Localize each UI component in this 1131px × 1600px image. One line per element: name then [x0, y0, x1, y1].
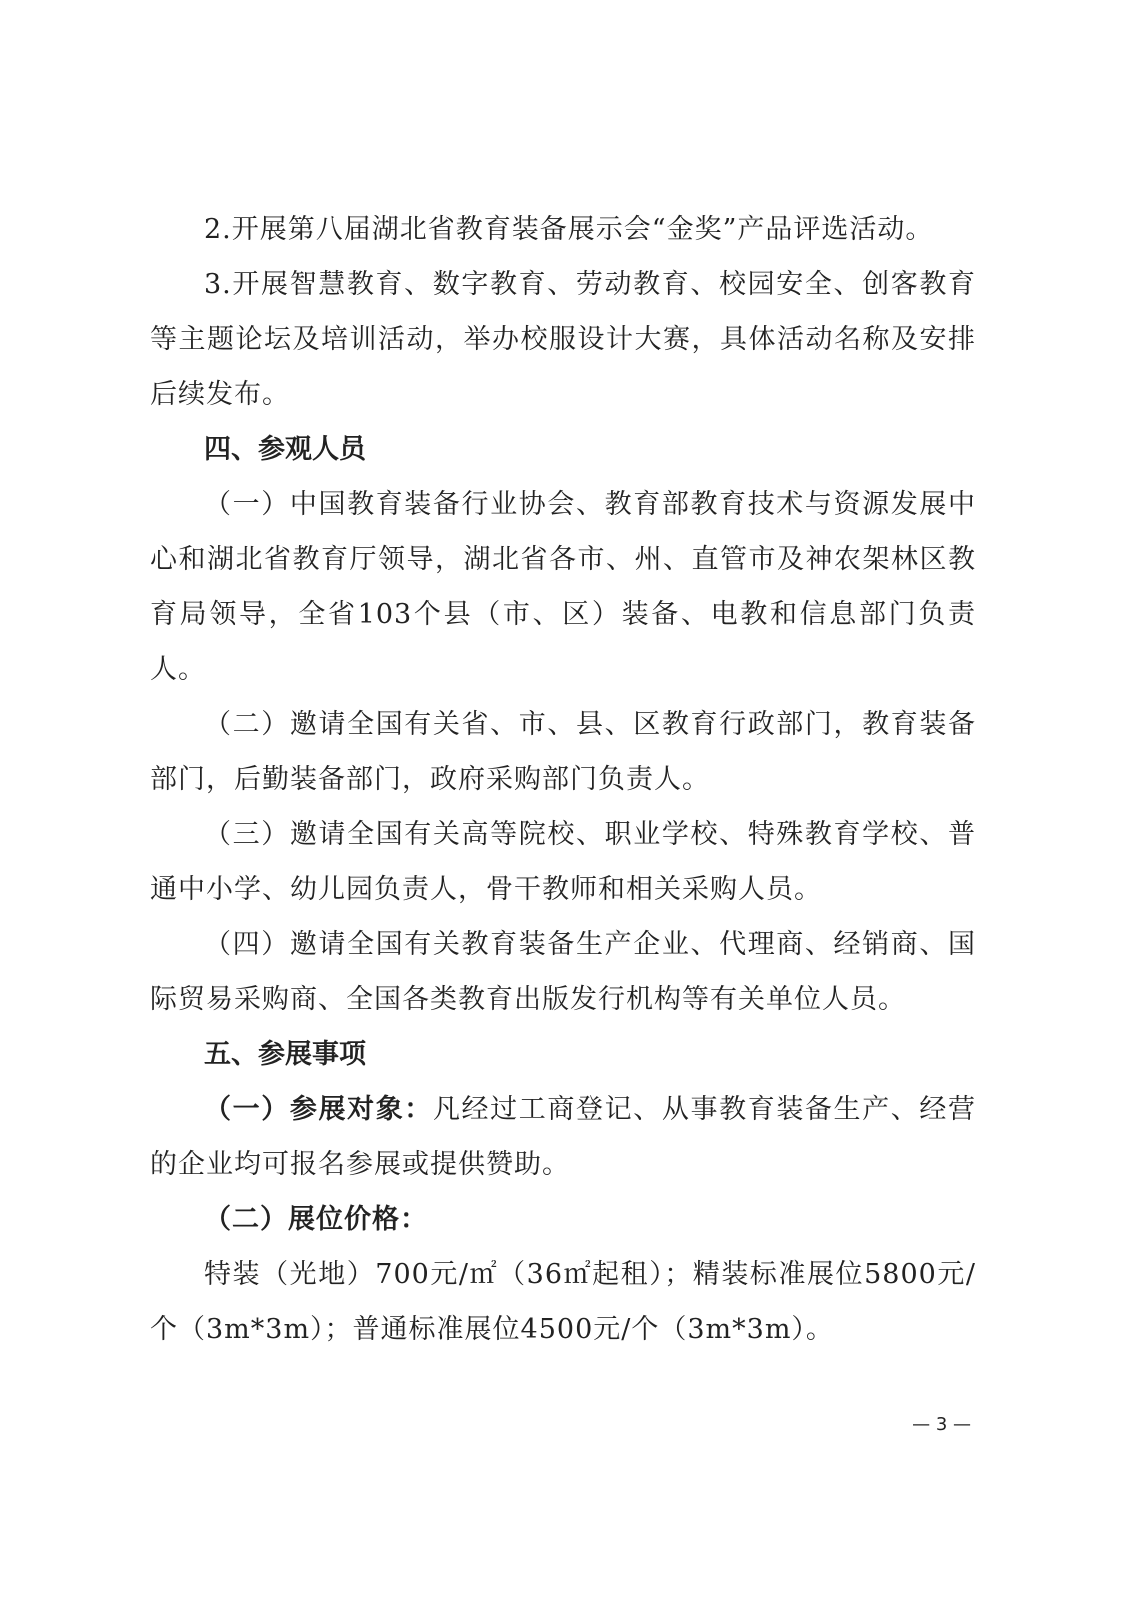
paragraph-booth-price-heading	[150, 1192, 976, 1247]
exhibitors-body: 凡经过工商登记、从事教育装备生产、经营的企业均可报名参展或提供赞助。	[150, 1094, 977, 1180]
paragraph-visitors-2: （二）邀请全国有关省、市、县、区教育行政部门，教育装备部门，后勤装备部门，政府采购部门负责人。	[150, 709, 976, 795]
section-heading-visitors: 四、参观人员	[204, 434, 366, 465]
document-body	[150, 202, 976, 1357]
booth-price-lead: （二）展位价格：	[204, 1204, 428, 1235]
section-heading-exhibition: 五、参展事项	[204, 1039, 366, 1070]
paragraph-visitors-1: （一）中国教育装备行业协会、教育部教育技术与资源发展中心和湖北省教育厅领导，湖北省各市、州、直管市及神农架林区教育局领导，全省103个县（市、区）装备、电教和信息部门负责人。	[150, 489, 976, 685]
exhibitors-lead: （一）参展对象：	[204, 1094, 433, 1125]
page-number: — 3 —	[912, 1414, 971, 1435]
paragraph-activity-2: 2.开展第八届湖北省教育装备展示会“金奖”产品评选活动。	[204, 214, 934, 245]
paragraph-activity-3: 3.开展智慧教育、数字教育、劳动教育、校园安全、创客教育等主题论坛及培训活动，举办校服设计大赛，具体活动名称及安排后续发布。	[150, 269, 976, 410]
paragraph-visitors-3: （三）邀请全国有关高等院校、职业学校、特殊教育学校、普通中小学、幼儿园负责人，骨干教师和相关采购人员。	[150, 819, 976, 905]
paragraph-exhibitors	[150, 1082, 976, 1192]
paragraph-booth-prices: 特装（光地）700元/㎡（36㎡起租）；精装标准展位5800元/个（3m*3m）；普通标准展位4500元/个（3m*3m）。	[150, 1259, 976, 1345]
paragraph-visitors-4: （四）邀请全国有关教育装备生产企业、代理商、经销商、国际贸易采购商、全国各类教育出版发行机构等有关单位人员。	[150, 929, 976, 1015]
